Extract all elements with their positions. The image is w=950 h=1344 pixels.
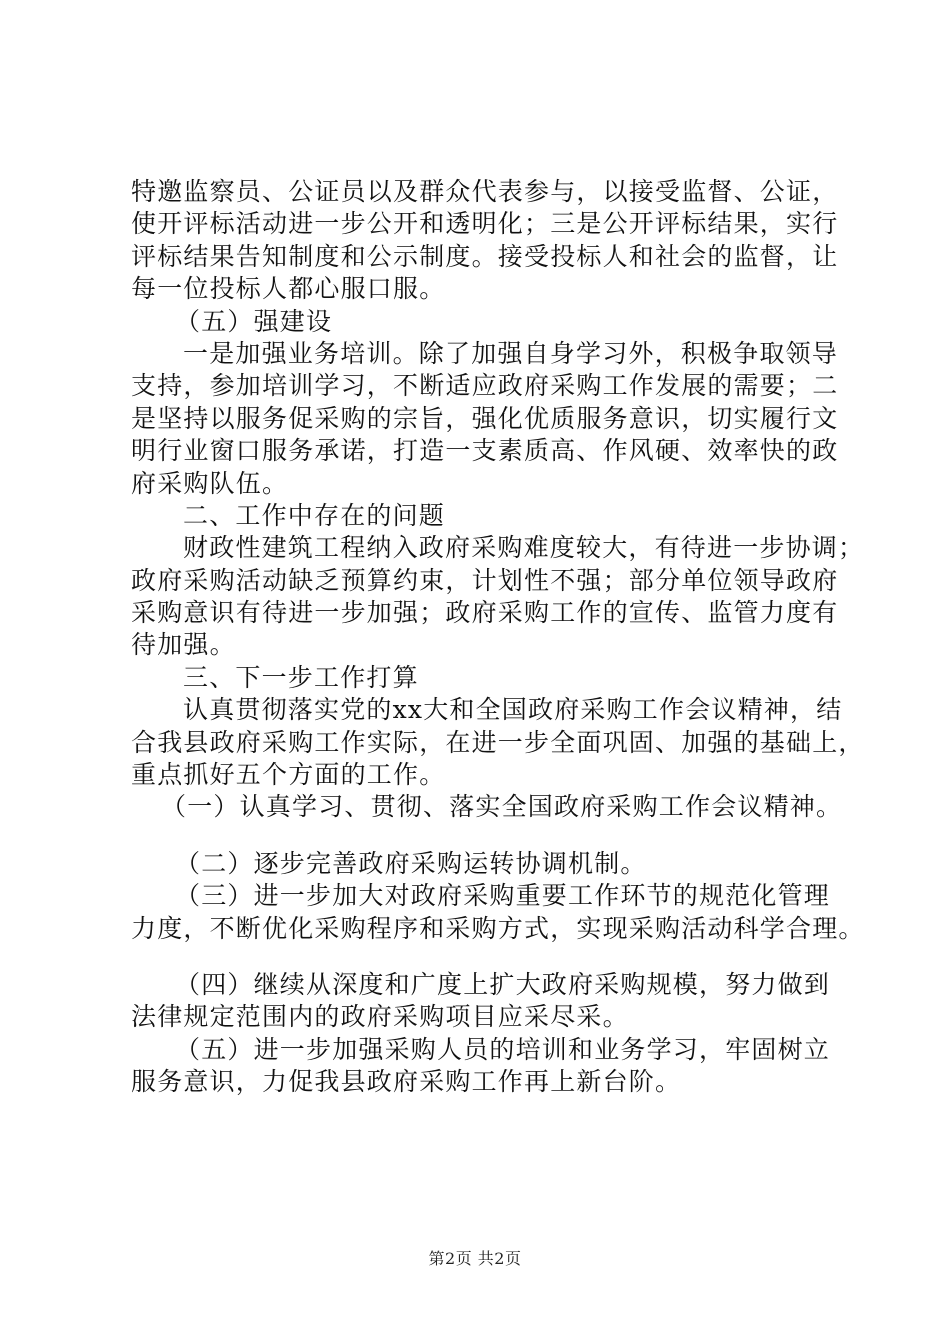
list-item: （五）进一步加强采购人员的培训和业务学习，牢固树立 xyxy=(175,1034,831,1064)
section-heading: （五）强建设 xyxy=(175,306,333,336)
paragraph-line: 待加强。 xyxy=(131,630,236,660)
paragraph-line: 使开评标活动进一步公开和透明化；三是公开评标结果，实行 xyxy=(131,209,839,239)
paragraph-line: 府采购队伍。 xyxy=(131,468,289,498)
paragraph-line: 合我县政府采购工作实际，在进一步全面巩固、加强的基础上， xyxy=(131,727,865,757)
paragraph-line: 是坚持以服务促采购的宗旨，强化优质服务意识，切实履行文 xyxy=(131,403,839,433)
paragraph-line: 明行业窗口服务承诺，打造一支素质高、作风硬、效率快的政 xyxy=(131,436,839,466)
paragraph-gap xyxy=(131,824,831,848)
section-heading: 二、工作中存在的问题 xyxy=(183,500,446,530)
paragraph-line: 重点抓好五个方面的工作。 xyxy=(131,760,446,790)
list-item: （二）逐步完善政府采购运转协调机制。 xyxy=(175,848,647,878)
paragraph-line: 政府采购活动缺乏预算约束，计划性不强；部分单位领导政府 xyxy=(131,565,839,595)
paragraph-line: 采购意识有待进一步加强；政府采购工作的宣传、监管力度有 xyxy=(131,598,839,628)
page-number-footer: 第2页 共2页 xyxy=(428,1249,522,1268)
paragraph-gap xyxy=(131,945,831,969)
document-body xyxy=(131,176,865,1099)
list-item: （四）继续从深度和广度上扩大政府采购规模，努力做到 xyxy=(175,969,831,999)
paragraph-line: 每一位投标人都心服口服。 xyxy=(131,274,446,304)
paragraph-line: 服务意识，力促我县政府采购工作再上新台阶。 xyxy=(131,1067,682,1097)
paragraph-line: 认真贯彻落实党的xx大和全国政府采购工作会议精神，结 xyxy=(183,695,843,725)
section-heading: 三、下一步工作打算 xyxy=(183,662,419,692)
list-item: （三）进一步加大对政府采购重要工作环节的规范化管理 xyxy=(175,881,831,911)
list-item: （一）认真学习、贯彻、落实全国政府采购工作会议精神。 xyxy=(161,792,843,822)
paragraph-line: 一是加强业务培训。除了加强自身学习外，积极争取领导 xyxy=(183,338,839,368)
paragraph-line: 力度，不断优化采购程序和采购方式，实现采购活动科学合理。 xyxy=(131,913,865,943)
paragraph-line: 支持，参加培训学习，不断适应政府采购工作发展的需要；二 xyxy=(131,371,839,401)
paragraph-line: 特邀监察员、公证员以及群众代表参与，以接受监督、公证， xyxy=(131,177,839,206)
paragraph-line: 法律规定范围内的政府采购项目应采尽采。 xyxy=(131,1002,629,1032)
paragraph-line: 评标结果告知制度和公示制度。接受投标人和社会的监督，让 xyxy=(131,241,839,271)
paragraph-line: 财政性建筑工程纳入政府采购难度较大，有待进一步协调； xyxy=(183,533,865,563)
